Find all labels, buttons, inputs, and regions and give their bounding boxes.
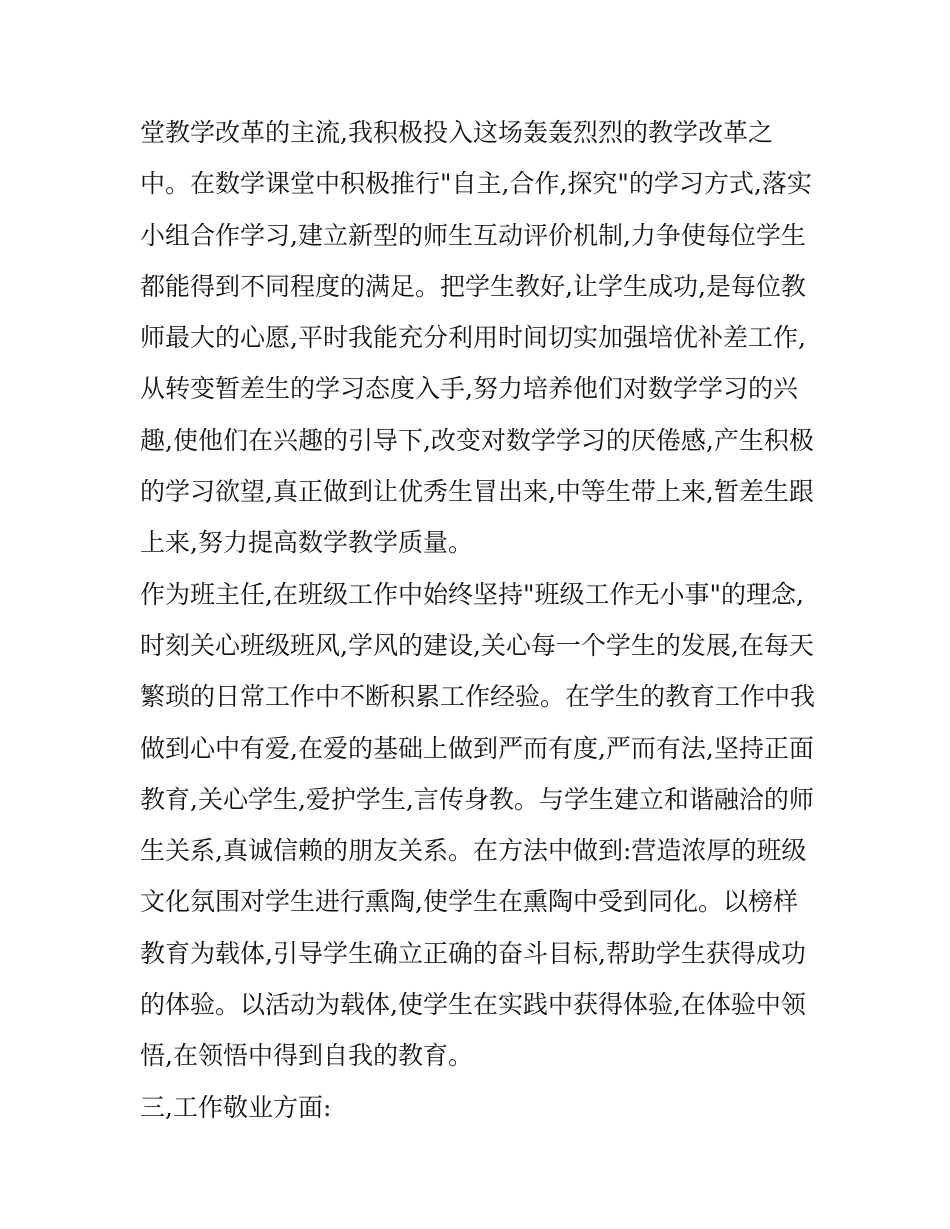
text-line: 的学习欲望,真正做到让优秀生冒出来,中等生带上来,暂差生跟	[140, 477, 814, 507]
text-line: 文化氛围对学生进行熏陶,使学生在熏陶中受到同化。以榜样	[140, 887, 798, 917]
text-line: 师最大的心愿,平时我能充分利用时间切实加强培优补差工作,	[140, 323, 806, 353]
text-line: 堂教学改革的主流,我积极投入这场轰轰烈烈的教学改革之	[140, 118, 773, 147]
text-line: 趣,使他们在兴趣的引导下,改变对数学学习的厌倦感,产生积极	[140, 425, 814, 455]
text-line: 都能得到不同程度的满足。把学生教好,让学生成功,是每位教	[140, 271, 806, 301]
text-line: 从转变暂差生的学习态度入手,努力培养他们对数学学习的兴	[140, 374, 798, 404]
text-line: 繁琐的日常工作中不断积累工作经验。在学生的教育工作中我	[140, 682, 816, 712]
text-line: 教育,关心学生,爱护学生,言传身教。与学生建立和谐融洽的师	[140, 784, 814, 814]
text-line: 中。在数学课堂中积极推行"自主,合作,探究"的学习方式,落实	[140, 169, 812, 199]
text-line: 时刻关心班级班风,学风的建设,关心每一个学生的发展,在每天	[140, 630, 814, 660]
text-line: 上来,努力提高数学教学质量。	[140, 528, 473, 558]
text-line: 小组合作学习,建立新型的师生互动评价机制,力争使每位学生	[140, 220, 806, 250]
text-line: 悟,在领悟中得到自我的教育。	[140, 1041, 473, 1071]
document-body	[140, 107, 830, 1133]
section-heading: 三,工作敬业方面:	[140, 1092, 332, 1122]
text-line: 做到心中有爱,在爱的基础上做到严而有度,严而有法,坚持正面	[140, 733, 814, 763]
text-line: 作为班主任,在班级工作中始终坚持"班级工作无小事"的理念,	[140, 579, 804, 609]
text-line: 教育为载体,引导学生确立正确的奋斗目标,帮助学生获得成功	[140, 938, 806, 968]
text-line: 的体验。以活动为载体,使学生在实践中获得体验,在体验中领	[140, 990, 806, 1020]
text-line: 生关系,真诚信赖的朋友关系。在方法中做到:营造浓厚的班级	[140, 836, 807, 866]
